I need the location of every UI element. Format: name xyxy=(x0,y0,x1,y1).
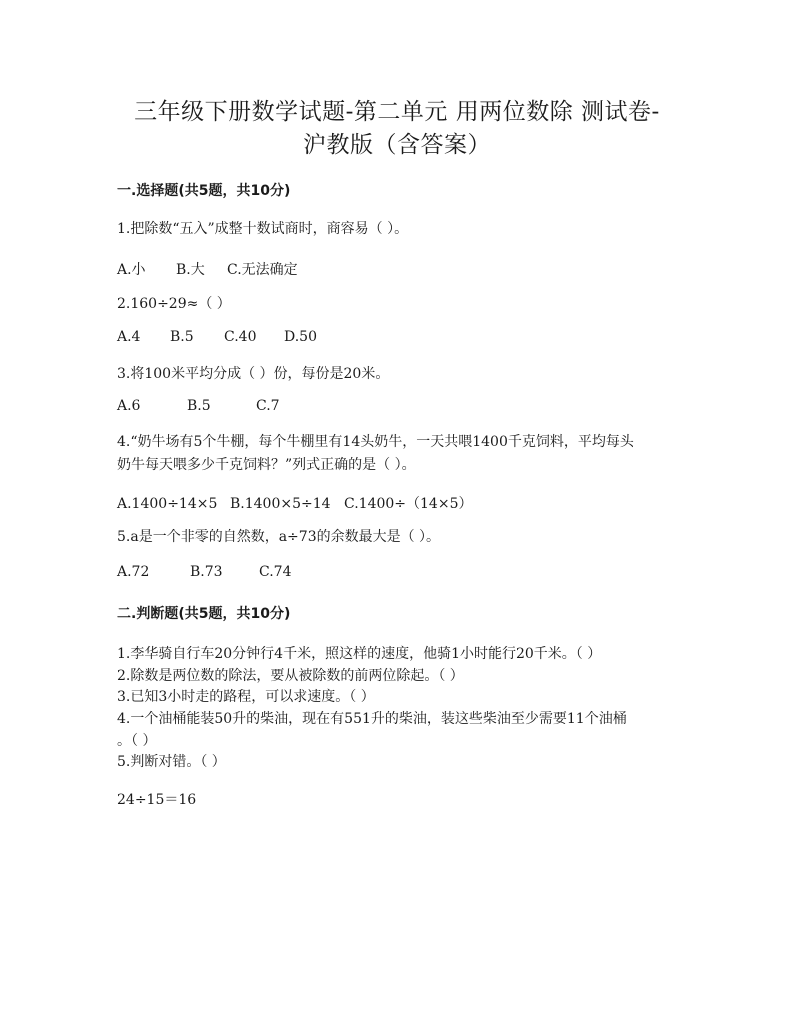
judgement-item-2: 2.除数是两位数的除法，要从被除数的前两位除起。（ ） xyxy=(117,668,464,684)
question-2-text: 2.160÷29≈（ ） xyxy=(117,296,231,312)
option-c: C.7 xyxy=(256,398,280,414)
judgement-item-4-continued: 。（ ） xyxy=(117,733,157,749)
option-a: A.小 xyxy=(117,262,146,278)
question-4-text-line-1: 4.“奶牛场有5个牛棚，每个牛棚里有14头奶牛，一天共喂1400千克饲料，平均每头 xyxy=(117,434,634,450)
question-4-options xyxy=(117,493,472,513)
question-5-text: 5.a是一个非零的自然数，a÷73的余数最大是（ ）。 xyxy=(117,529,441,545)
judgement-item-5: 5.判断对错。（ ） xyxy=(117,754,226,770)
section-heading-choice: 一.选择题(共5题，共10分) xyxy=(117,183,291,199)
question-4-text-line-2: 奶牛每天喂多少千克饲料？”列式正确的是（ ）。 xyxy=(117,457,416,473)
question-1-options xyxy=(117,259,298,279)
judgement-item-1: 1.李华骑自行车20分钟行4千米，照这样的速度，他骑1小时能行20千米。（ ） xyxy=(117,646,602,662)
option-a: A.72 xyxy=(117,564,150,580)
judgement-equation: 24÷15＝16 xyxy=(117,792,197,808)
option-c: C.74 xyxy=(259,564,292,580)
question-3-text: 3.将100米平均分成（ ）份，每份是20米。 xyxy=(117,366,390,382)
option-c: C.无法确定 xyxy=(227,262,298,278)
question-1-text: 1.把除数“五入”成整十数试商时，商容易（ ）。 xyxy=(117,221,409,237)
option-a: A.6 xyxy=(117,398,141,414)
option-b: B.5 xyxy=(187,398,211,414)
option-b: B.73 xyxy=(190,564,223,580)
option-d: D.50 xyxy=(284,329,317,345)
judgement-item-3: 3.已知3小时走的路程，可以求速度。（ ） xyxy=(117,689,375,705)
title-line-1: 三年级下册数学试题-第二单元 用两位数除 测试卷- xyxy=(134,99,660,125)
option-c: C.40 xyxy=(224,329,257,345)
page-title xyxy=(0,96,794,162)
judgement-item-4: 4.一个油桶能装50升的柴油，现在有551升的柴油，装这些柴油至少需要11个油桶 xyxy=(117,711,627,727)
question-2-options xyxy=(117,329,317,345)
section-heading-judgement: 二.判断题(共5题，共10分) xyxy=(117,606,291,622)
option-b: B.1400×5÷14 xyxy=(230,496,331,512)
option-b: B.大 xyxy=(176,262,205,278)
title-line-2: 沪教版（含答案） xyxy=(303,132,491,158)
option-a: A.1400÷14×5 xyxy=(117,496,218,512)
option-b: B.5 xyxy=(170,329,194,345)
question-3-options xyxy=(117,398,280,414)
option-a: A.4 xyxy=(117,329,141,345)
question-5-options xyxy=(117,564,291,580)
option-c: C.1400÷（14×5） xyxy=(344,496,473,512)
